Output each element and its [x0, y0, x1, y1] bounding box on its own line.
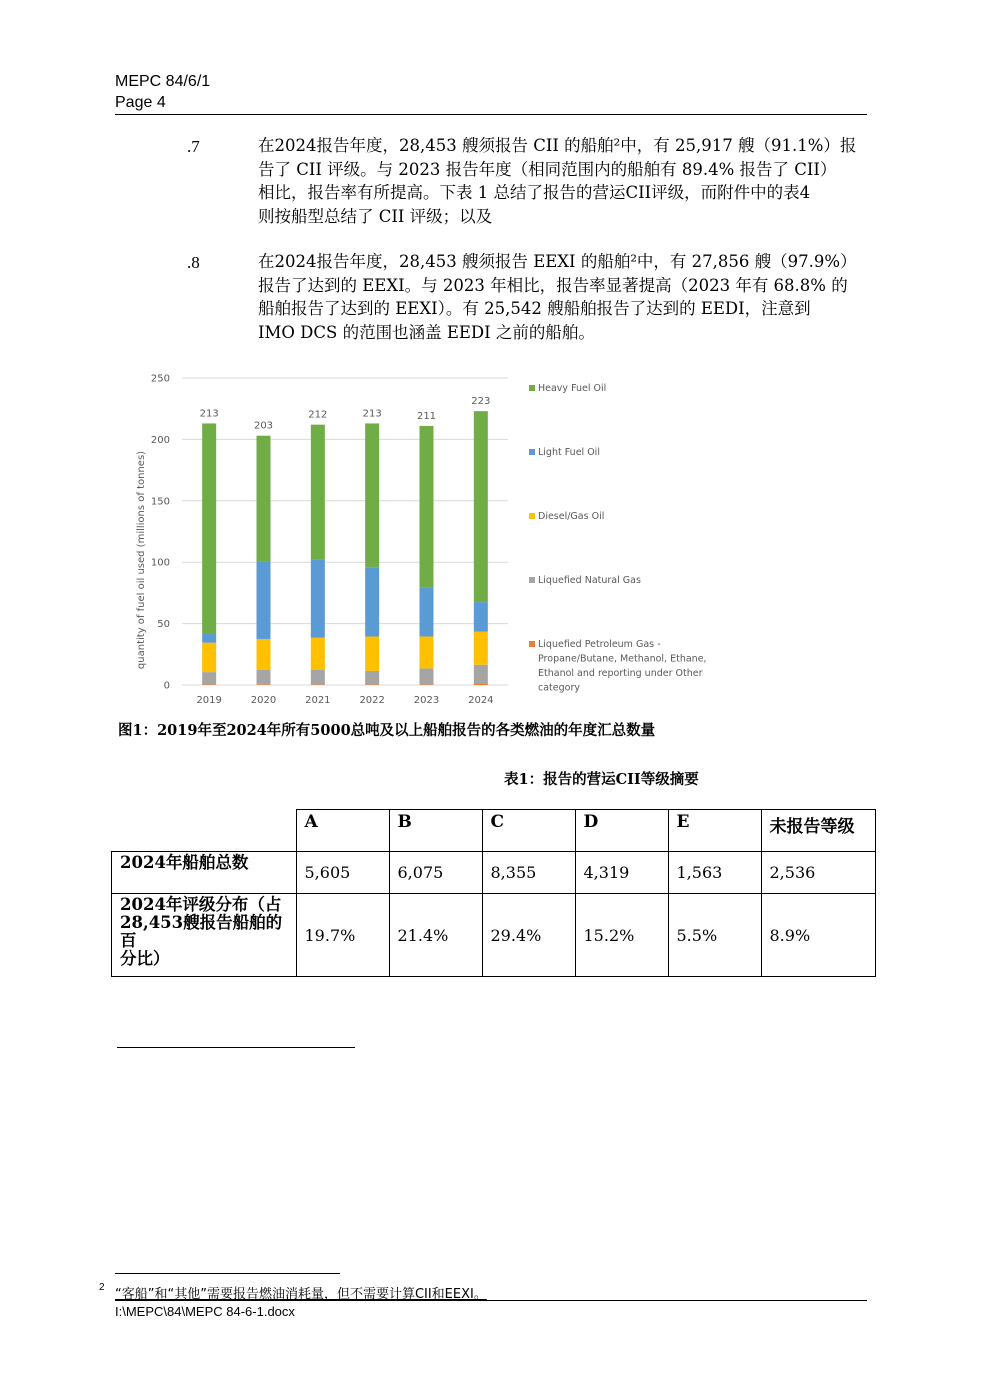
- table-title: 表1：报告的营运CII等级摘要: [504, 771, 699, 788]
- paragraph-number: .7: [187, 137, 200, 156]
- bar-segment: [202, 672, 216, 684]
- bar-segment: [311, 670, 325, 685]
- paragraph-line: 则按船型总结了 CII 评级；以及: [258, 206, 493, 226]
- bar-segment: [257, 562, 271, 639]
- table-cell: 19.7%: [296, 894, 389, 977]
- bar-segment: [202, 643, 216, 672]
- y-tick-label: 50: [157, 619, 170, 631]
- legend-swatch: [529, 577, 535, 583]
- legend-label: Diesel/Gas Oil: [538, 511, 605, 522]
- legend-label: Propane/Butane, Methanol, Ethane,: [538, 653, 707, 665]
- bar-segment: [257, 639, 271, 670]
- bar-segment: [311, 559, 325, 638]
- bar-total-label: 211: [416, 410, 437, 422]
- cii-rating-table: [111, 809, 876, 977]
- bar-segment: [257, 684, 271, 685]
- header-rule: [115, 114, 867, 115]
- bar-total-label: 213: [199, 408, 219, 420]
- bar-segment: [365, 568, 379, 637]
- table-header-cell: E: [668, 810, 761, 852]
- table-row-header: 2024年船舶总数: [112, 852, 297, 894]
- y-tick-label: 250: [150, 373, 170, 385]
- table-cell: 2,536: [761, 852, 875, 894]
- legend-swatch: [529, 641, 535, 647]
- table-cell: 8.9%: [761, 894, 875, 977]
- y-tick-label: 0: [163, 680, 170, 692]
- paragraph-number: .8: [187, 253, 200, 272]
- bar-total-label: 223: [471, 396, 491, 408]
- bar-segment: [311, 638, 325, 670]
- table-cell: 1,563: [668, 852, 761, 894]
- legend-swatch: [529, 385, 535, 391]
- table-header-cell: 未报告等级: [761, 810, 875, 852]
- bar-segment: [365, 636, 379, 670]
- paragraph-line: IMO DCS 的范围也涵盖 EEDI 之前的船舶。: [258, 322, 595, 342]
- table-corner: [112, 810, 297, 852]
- x-tick-label: 2019: [196, 695, 222, 706]
- paragraph-line: 相比，报告率有所提高。下表 1 总结了报告的营运CII评级，而附件中的表4: [258, 183, 811, 202]
- legend-label: category: [538, 682, 580, 694]
- table-cell: 15.2%: [575, 894, 668, 977]
- x-tick-label: 2022: [359, 695, 385, 706]
- table-cell: 6,075: [389, 852, 482, 894]
- table-row: [112, 894, 876, 977]
- bar-segment: [420, 587, 434, 636]
- paragraph-line: 告了 CII 评级。与 2023 报告年度（相同范围内的船舶有 89.4% 报告了 CII）: [258, 159, 837, 179]
- document-reference: MEPC 84/6/1: [115, 73, 211, 90]
- y-tick-label: 200: [150, 434, 170, 446]
- table-cell: 5.5%: [668, 894, 761, 977]
- file-path: I:\MEPC\84\MEPC 84-6-1.docx: [115, 1304, 295, 1319]
- bar-segment: [365, 684, 379, 685]
- bar-segment: [420, 426, 434, 587]
- footnote-text: “客船”和“其他”需要报告燃油消耗量，但不需要计算CII和EEXI。: [115, 1287, 487, 1302]
- bar-segment: [474, 411, 488, 602]
- separator-line: [117, 1047, 355, 1048]
- table-row-header: [112, 894, 297, 977]
- bar-total-label: 203: [253, 420, 274, 432]
- legend-label: Ethanol and reporting under Other: [538, 668, 703, 679]
- row-header-line: 28,453艘报告船舶的百: [120, 913, 283, 950]
- legend-label: Liquefied Natural Gas: [538, 575, 641, 586]
- x-tick-label: 2024: [468, 695, 494, 706]
- row-header-line: 分比）: [120, 949, 170, 968]
- bar-segment: [202, 634, 216, 643]
- bar-segment: [474, 665, 488, 683]
- page-number: Page 4: [115, 94, 166, 111]
- row-header-line: 2024年评级分布（占: [120, 895, 282, 914]
- legend-label: Liquefied Petroleum Gas -: [538, 639, 661, 650]
- legend-swatch: [529, 449, 535, 455]
- bar-total-label: 212: [308, 409, 328, 421]
- paragraph-7: [258, 134, 868, 228]
- legend-swatch: [529, 513, 535, 519]
- bar-segment: [420, 668, 434, 684]
- bar-segment: [257, 436, 271, 562]
- bar-segment: [474, 632, 488, 665]
- x-tick-label: 2023: [413, 695, 440, 706]
- fuel-oil-stacked-bar-chart: [120, 365, 740, 710]
- bar-segment: [311, 684, 325, 685]
- bar-segment: [311, 425, 325, 559]
- paragraph-8: [258, 250, 868, 344]
- table-header-cell: B: [389, 810, 482, 852]
- y-tick-label: 100: [150, 557, 170, 569]
- bar-segment: [420, 636, 434, 668]
- bar-segment: [474, 683, 488, 685]
- footnote-rule: [115, 1273, 340, 1274]
- x-tick-label: 2020: [250, 695, 277, 706]
- table-header-cell: C: [482, 810, 575, 852]
- legend-label: Light Fuel Oil: [538, 447, 600, 458]
- table-header-cell: D: [575, 810, 668, 852]
- table-row: [112, 852, 876, 894]
- y-tick-label: 150: [150, 496, 170, 508]
- table-header-cell: A: [296, 810, 389, 852]
- table-cell: 21.4%: [389, 894, 482, 977]
- table-cell: 8,355: [482, 852, 575, 894]
- bar-segment: [420, 684, 434, 685]
- table-cell: 4,319: [575, 852, 668, 894]
- bar-segment: [257, 670, 271, 685]
- table-cell: 29.4%: [482, 894, 575, 977]
- figure-caption: 图1：2019年至2024年所有5000总吨及以上船舶报告的各类燃油的年度汇总数量: [118, 722, 656, 739]
- footnote-marker: 2: [99, 1282, 105, 1293]
- bar-segment: [202, 423, 216, 634]
- legend-label: Heavy Fuel Oil: [538, 383, 607, 394]
- paragraph-line: 船舶报告了达到的 EEXI）。有 25,542 艘船舶报告了达到的 EEDI，注意到: [258, 299, 811, 318]
- bar-segment: [474, 602, 488, 631]
- paragraph-line: 在2024报告年度，28,453 艘须报告 CII 的船舶²中，有 25,917 艘（91.1%）报: [258, 136, 857, 155]
- y-axis-label: quantity of fuel oil used (millions of tonnes): [136, 450, 147, 670]
- bar-segment: [202, 684, 216, 685]
- table-cell: 5,605: [296, 852, 389, 894]
- table-header-row: [112, 810, 876, 852]
- x-tick-label: 2021: [305, 695, 331, 706]
- paragraph-line: 报告了达到的 EEXI。与 2023 年相比，报告率显著提高（2023 年有 68.8% 的: [258, 275, 848, 295]
- bar-total-label: 213: [362, 408, 382, 420]
- footer-rule: [115, 1300, 867, 1301]
- bar-segment: [365, 423, 379, 567]
- bar-segment: [365, 671, 379, 685]
- paragraph-line: 在2024报告年度，28,453 艘须报告 EEXI 的船舶²中，有 27,856 艘（97.9%）: [258, 252, 857, 271]
